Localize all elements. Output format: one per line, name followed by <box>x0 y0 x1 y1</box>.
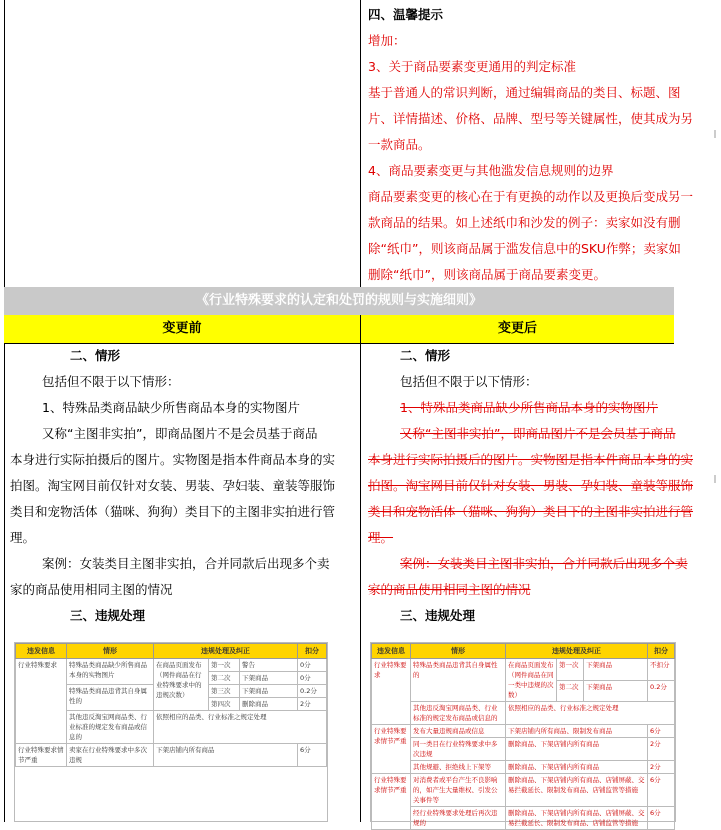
left-para-line: 又称“主图非实拍”，即商品图片不是会员基于商品 <box>42 426 318 441</box>
right-penalty-heading: 三、违规处理 <box>400 608 476 623</box>
table-header: 违规处理及纠正 <box>506 644 648 659</box>
table-row: 其他违反淘宝网商品类、行业标准的规定发布商品或信息的 依照相应的品类、行业标准之规定处理 <box>16 711 327 744</box>
tips-line: 除“纸巾”，则该商品属于滥发信息中的SKU作弊；卖家如 <box>368 241 681 256</box>
left-example-line: 家的商品使用相同主图的情况 <box>10 582 173 597</box>
table-row: 第二次 下架商品 0.2分 <box>372 680 675 702</box>
header-before-cell <box>4 315 360 343</box>
tips-line: 删除“纸巾”，则该商品属于商品要素变更。 <box>368 267 606 282</box>
tips-line: 一款商品。 <box>368 137 431 152</box>
document-frame <box>4 0 694 827</box>
header-after: 变更后 <box>497 321 537 336</box>
tips-heading: 四、温馨提示 <box>368 7 444 22</box>
tips-line: 款商品的结果。如上述纸巾和沙发的例子：卖家如没有删 <box>368 215 681 230</box>
table-header: 扣分 <box>298 644 327 659</box>
scrollbar-marker[interactable] <box>714 475 716 483</box>
table-header: 情形 <box>411 644 506 659</box>
right-intro: 包括但不限于以下情形： <box>400 374 538 389</box>
table-header: 扣分 <box>648 644 675 659</box>
tips-line: 增加： <box>368 33 406 48</box>
right-example-line: 家的商品使用相同主图的情况 <box>368 582 531 597</box>
left-para-line: 理。 <box>10 530 36 545</box>
right-para-line: 又称“主图非实拍”，即商品图片不是会员基于商品 <box>400 426 676 441</box>
left-para-line: 类目和宠物活体（猫咪、狗狗）类目下的主图非实拍进行管 <box>10 504 336 519</box>
left-intro: 包括但不限于以下情形： <box>42 374 180 389</box>
table-row: 特殊品类商品违背其自身属性的 第三次 下架商品 0.2分 <box>16 685 327 698</box>
left-para-line: 本身进行实际拍摄后的图片。实物图是指本件商品本身的实 <box>10 452 336 467</box>
table-header: 违发信息 <box>16 644 67 659</box>
table-row: 同一类目在行业特殊要求中多次违规 删除商品、下架店铺内所有商品 2分 <box>372 738 675 761</box>
right-item1: 1、特殊品类商品缺少所售商品本身的实物图片 <box>400 400 658 415</box>
tips-line: 商品要素变更的核心在于有更换的动作以及更换后变成另一 <box>368 189 694 204</box>
right-para-line: 拍图。淘宝网目前仅针对女装、男装、孕妇装、童装等服饰 <box>368 478 694 493</box>
tips-line: 片、详情描述、价格、品牌、型号等关键属性，使其成为另 <box>368 111 694 126</box>
table-row: 其他规避、拒绝线上下架等 删除商品、下架店铺内所有商品 2分 <box>372 761 675 774</box>
table-header: 违规处理及纠正 <box>154 644 298 659</box>
table-row: 行业特殊要求情节严重 对消费者或平台产生不良影响的，如产生大量维权、引发公关事件等 删除商品、下架店铺内所有商品、店铺屏蔽、交易拦截延长、限制发布商品、店铺监管等措施 6分 <box>372 774 675 807</box>
right-para-line: 本身进行实际拍摄后的图片。实物图是指本件商品本身的实 <box>368 452 694 467</box>
right-para-line: 类目和宠物活体（猫咪、狗狗）类目下的主图非实拍进行管 <box>368 504 694 519</box>
tips-line: 基于普通人的常识判断，通过编辑商品的类目、标题、图 <box>368 85 681 100</box>
table-row: 其他违反淘宝网商品类、行业标准的规定发布商品或信息的 依照相应的品类、行业标准之规定处理 <box>372 702 675 725</box>
table-row: 行业特殊要求 特殊品类商品缺少所售商品本身的实物图片 在商品页面发布（网件商品在行业特殊要求中的违规次数） 第一次 警告 0分 <box>16 659 327 672</box>
scrollbar-marker[interactable] <box>714 130 716 138</box>
tips-line: 3、关于商品要素变更通用的判定标准 <box>368 59 576 74</box>
table-header: 违发信息 <box>372 644 411 659</box>
right-situation-heading: 二、情形 <box>400 348 451 363</box>
table-row: 行业特殊要求情节严重 发布大量违规商品或信息 下架店铺内所有商品、限制发布商品 6分 <box>372 725 675 738</box>
tips-line: 4、商品要素变更与其他滥发信息规则的边界 <box>368 163 614 178</box>
left-item1: 1、特殊品类商品缺少所售商品本身的实物图片 <box>42 400 300 415</box>
left-example-line: 案例：女装类目主图非实拍，合并同款后出现多个卖 <box>42 556 330 571</box>
column-divider <box>360 0 361 822</box>
table-row: 行业特殊要求情节严重 卖家在行业特殊要求中多次违规 下架店铺内所有商品 6分 <box>16 744 327 767</box>
left-penalty-heading: 三、违规处理 <box>70 608 146 623</box>
right-para-line: 理。 <box>368 530 394 545</box>
left-penalty-table-image <box>14 642 328 822</box>
left-para-line: 拍图。淘宝网目前仅针对女装、男装、孕妇装、童装等服饰 <box>10 478 336 493</box>
table-header: 情形 <box>67 644 154 659</box>
left-situation-heading: 二、情形 <box>70 348 121 363</box>
banner-title: 《行业特殊要求的认定和处罚的规则与实施细则》 <box>195 293 482 308</box>
left-border <box>4 0 5 822</box>
right-example-line: 案例：女装类目主图非实拍，合并同款后出现多个卖 <box>400 556 688 571</box>
header-before: 变更前 <box>162 321 202 336</box>
table-row: 行业特殊要求 特殊品类商品违背其自身属性的 在商品页面发布（网件商品在同一类中违规的次数） 第一次 下架商品 不扣分 <box>372 659 675 681</box>
table-row: 第二次 下架商品 0分 <box>16 672 327 685</box>
table-row: 经行业特殊要求处理后再次违规的 删除商品、下架店铺内所有商品、店铺屏蔽、交易拦截延长、限制发布商品、店铺监管等措施 6分 <box>372 807 675 830</box>
right-penalty-table-image <box>370 642 676 827</box>
table-row: 第四次 删除商品 2分 <box>16 698 327 711</box>
section-banner <box>4 287 674 315</box>
header-after-cell <box>361 315 674 343</box>
